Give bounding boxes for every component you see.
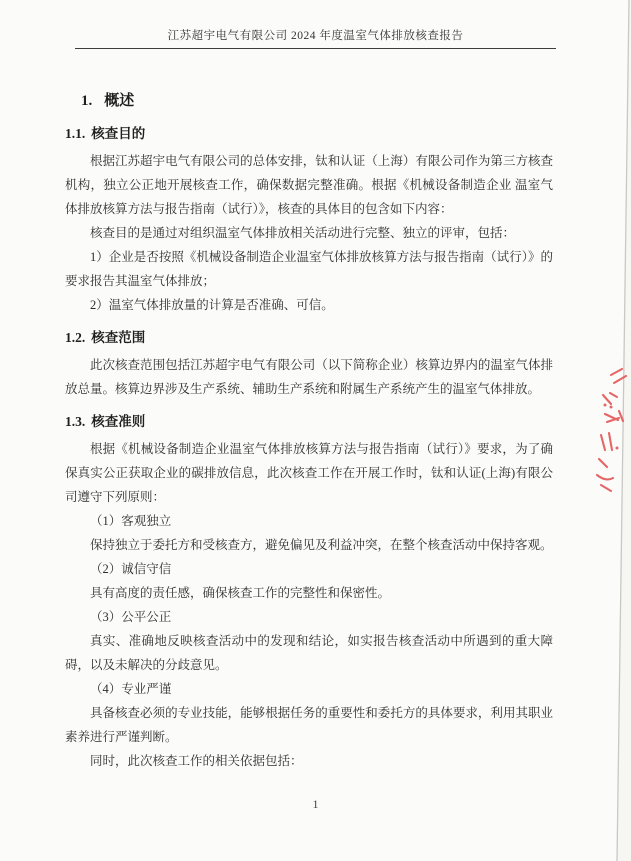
chapter-number: 1.	[81, 93, 93, 109]
paragraph: 同时，此次核查工作的相关依据包括：	[90, 754, 303, 768]
section-number: 1.3.	[65, 414, 86, 429]
paragraph: 核查目的是通过对组织温室气体排放相关活动进行完整、独立的评审，包括：	[90, 226, 516, 240]
chapter-heading	[81, 89, 553, 113]
paragraph: 真实、准确地反映核查活动中的发现和结论，如实报告核查活动中所遇到的重大障碍，以及未解决的分歧意见。	[65, 634, 553, 672]
paragraph: （4）专业严谨	[90, 682, 172, 696]
section-title: 核查目的	[91, 126, 146, 141]
paragraph: 具备核查必须的专业技能，能够根据任务的重要性和委托方的具体要求，利用其职业素养进行严谨判断。	[65, 706, 553, 744]
paragraph: 保持独立于委托方和受核查方，避免偏见及利益冲突，在整个核查活动中保持客观。	[90, 538, 553, 552]
section-heading-1-3	[65, 411, 553, 433]
page-number: 1	[312, 797, 319, 811]
section-heading-1-1	[65, 123, 553, 145]
section-title: 核查范围	[91, 330, 146, 345]
red-seal-stamp-icon	[594, 362, 630, 497]
chapter-title: 概述	[104, 93, 135, 109]
section-heading-1-2	[65, 327, 553, 349]
paragraph: 根据《机械设备制造企业温室气体排放核算方法与报告指南（试行）》要求，为了确保真实公正获取企业的碳排放信息，此次核查工作在开展工作时，钛和认证(上海)有限公司遵守下列原则：	[65, 442, 553, 504]
paragraph: （3）公平公正	[90, 610, 172, 624]
paragraph: 具有高度的责任感，确保核查工作的完整性和保密性。	[90, 586, 391, 600]
header-rule	[75, 48, 556, 49]
section-number: 1.1.	[65, 126, 86, 141]
paragraph: （1）客观独立	[90, 514, 172, 528]
paragraph: 2）温室气体排放量的计算是否准确、可信。	[90, 298, 334, 312]
paragraph: 此次核查范围包括江苏超宇电气有限公司（以下简称企业）核算边界内的温室气体排放总量。核算边界涉及生产系统、辅助生产系统和附属生产系统产生的温室气体排放。	[65, 358, 553, 396]
paragraph: 1）企业是否按照《机械设备制造企业温室气体排放核算方法与报告指南（试行）》的要求报告其温室气体排放；	[65, 250, 553, 288]
section-title: 核查准则	[91, 414, 146, 429]
paragraph: （2）诚信守信	[90, 562, 172, 576]
section-number: 1.2.	[65, 330, 86, 345]
paragraph: 根据江苏超宇电气有限公司的总体安排，钛和认证（上海）有限公司作为第三方核查机构，独立公正地开展核查工作，确保数据完整准确。根据《机械设备制造企业 温室气体排放核算方法与报告指南（试行）》，核查的具体目的包含如下内容：	[65, 154, 553, 216]
running-header: 江苏超宇电气有限公司 2024 年度温室气体排放核查报告	[167, 30, 464, 42]
document-body	[65, 89, 553, 773]
